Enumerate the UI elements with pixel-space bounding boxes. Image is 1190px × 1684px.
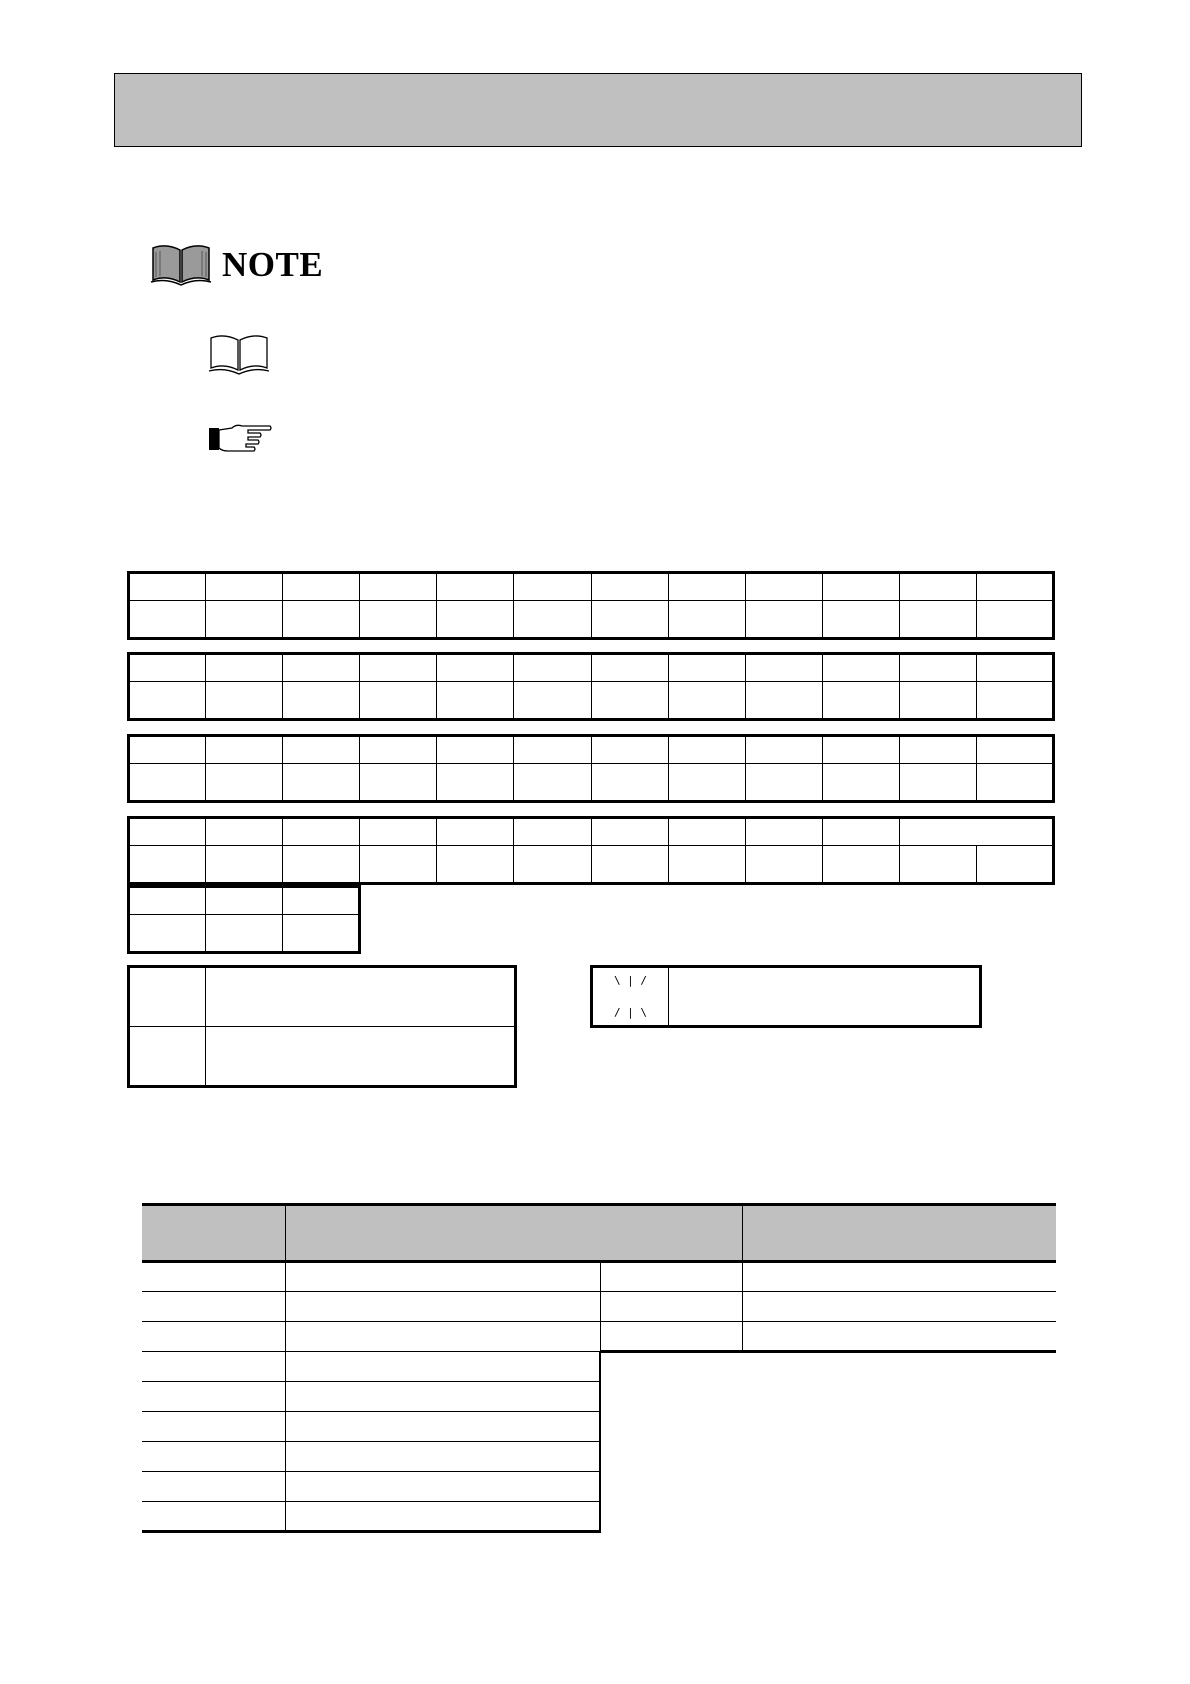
table-row	[142, 1472, 600, 1502]
segment-table-3	[127, 734, 1055, 803]
list-table-right	[600, 1203, 1056, 1353]
table-row	[600, 1322, 1056, 1352]
blink-rays-bottom: / | \	[613, 1005, 648, 1019]
table-header-cell	[600, 1205, 742, 1262]
table-row	[600, 1262, 1056, 1292]
legend-table-right	[590, 965, 982, 1028]
blink-symbol-cell	[592, 967, 669, 1027]
legend-description-cell	[206, 1027, 516, 1087]
legend-symbol-cell	[129, 1027, 206, 1087]
book-icon	[208, 330, 270, 381]
table-header-cell	[285, 1205, 600, 1262]
table-header-cell	[142, 1205, 285, 1262]
table-row	[142, 1442, 600, 1472]
legend-description-cell	[206, 967, 516, 1027]
table-row	[142, 1352, 600, 1382]
table-header-row	[142, 1205, 600, 1262]
blink-rays-top: \ | /	[613, 973, 648, 987]
table-row	[142, 1292, 600, 1322]
table-row	[142, 1322, 600, 1352]
legend-symbol-cell	[129, 967, 206, 1027]
legend-description-cell	[669, 967, 981, 1027]
segment-table-2	[127, 652, 1055, 721]
header-bar	[114, 73, 1082, 147]
list-table-left	[142, 1203, 601, 1533]
table-header-cell	[742, 1205, 1056, 1262]
table-header-row	[600, 1205, 1056, 1262]
table-row	[600, 1292, 1056, 1322]
table-row	[142, 1262, 600, 1292]
segment-table-4	[127, 816, 1055, 885]
note-heading	[150, 240, 323, 290]
table-row	[142, 1502, 600, 1532]
book-icon	[150, 240, 212, 291]
table-row	[142, 1382, 600, 1412]
segment-table-5	[127, 885, 361, 954]
note-title: NOTE	[222, 245, 324, 284]
legend-table-left	[127, 965, 517, 1088]
pointing-hand-icon	[208, 422, 274, 461]
segment-table-1	[127, 571, 1055, 640]
table-row	[142, 1412, 600, 1442]
